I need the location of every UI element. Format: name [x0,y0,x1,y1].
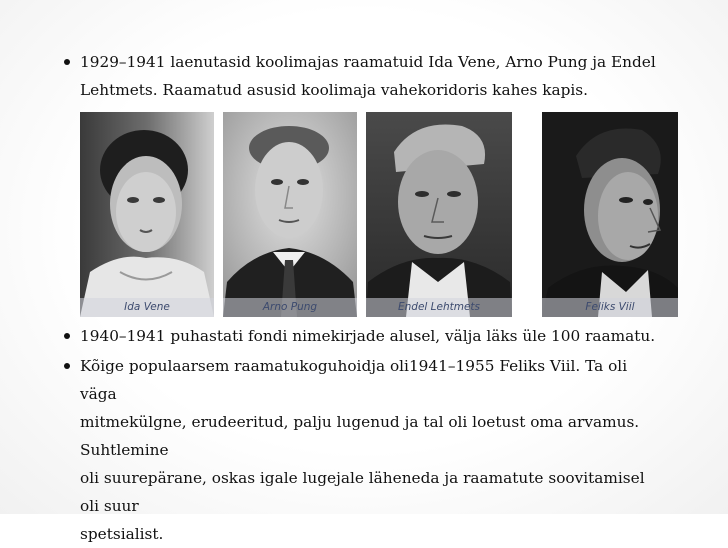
photo-caption: Ida Vene [80,298,214,317]
bullet-line: 1929–1941 laenutasid koolimajas raamatuid Ida Vene, Arno Pung ja Endel [80,53,656,71]
photo-arno-pung [223,112,357,317]
bullet-item-fund-cleanup [64,322,664,350]
photo-caption: Arno Pung [223,298,357,317]
photo-caption: Feliks Viil [542,298,678,317]
photo-feliks-viil [542,112,678,317]
portrait-image [366,112,512,317]
photo-caption: Endel Lehtmets [366,298,512,317]
bullet-text [80,322,664,350]
bullet-dot [64,363,70,369]
bullet-line: spetsialist. [80,525,164,543]
bullet-line: Lehtmets. Raamatud asusid koolimaja vahekoridoris kahes kapis. [80,81,588,99]
bullet-line: mitmekülgne, erudeeritud, palju lugenud ja tal oli loetust oma arvamus. Suhtlemine [80,413,640,459]
bullet-dot [64,59,70,65]
bullet-text [80,48,664,104]
bullet-line: oli suurepärane, oskas igale lugejale läheneda ja raamatute soovitamisel oli suur [80,469,645,515]
portrait-image [223,112,357,317]
portrait-image [80,112,214,317]
bullet-item-feliks-viil [64,352,664,548]
bullet-line: Kõige populaarsem raamatukoguhoidja oli1941–1955 Feliks Viil. Ta oli väga [80,357,628,403]
bullet-line: 1940–1941 puhastati fondi nimekirjade alusel, välja läks üle 100 raamatu. [80,327,656,345]
bullet-text [80,352,664,548]
portrait-image [542,112,678,317]
photo-endel-lehtmets [366,112,512,317]
photo-ida-vene [80,112,214,317]
bullet-dot [64,333,70,339]
bullet-item-librarians [64,48,664,104]
